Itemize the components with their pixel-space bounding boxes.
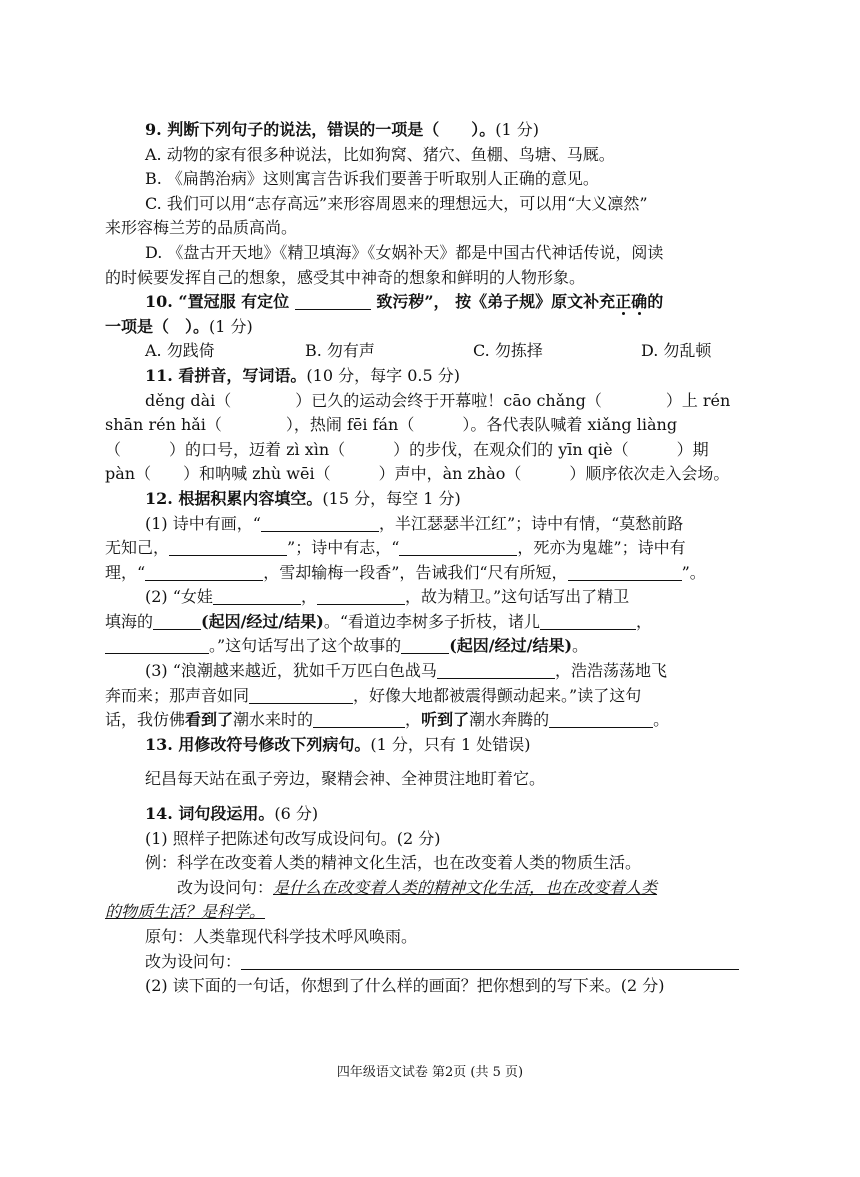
q9-option-d-line2: 的时候要发挥自己的想象，感受其中神奇的想象和鲜明的人物形象。 bbox=[105, 267, 586, 287]
q11-line4: pàn（ ）和呐喊 zhù wēi（ ）声中，àn zhào（ ）顺序依次走入会场。 bbox=[105, 464, 730, 484]
fill-blank bbox=[401, 637, 449, 654]
q14-example-answer-line2: 的物质生活？是科学。 bbox=[105, 902, 266, 922]
q12-s1-line2: 无知己， ”；诗中有志，“ ，死亦为鬼雄”；诗中有 bbox=[105, 538, 686, 558]
q9-option-a: A. 动物的家有很多种说法，比如狗窝、猪穴、鱼棚、鸟塘、马厩。 bbox=[145, 144, 615, 164]
q12-s3-line3: 话，我仿佛看到了潮水来时的 ，听到了潮水奔腾的 。 bbox=[105, 710, 670, 730]
fill-blank bbox=[261, 515, 379, 532]
answer-line bbox=[241, 953, 739, 970]
fill-blank bbox=[568, 564, 682, 581]
q9-option-c-line1: C. 我们可以用“志存高远”来形容周恩来的理想远大，可以用“大义凛然” bbox=[145, 193, 648, 213]
q12-s3-line1: (3) “浪潮越来越近，犹如千万匹白色战马 ，浩浩荡荡地飞 bbox=[145, 661, 667, 681]
fill-blank bbox=[169, 539, 287, 556]
q12-s2-line1: (2) “女娃 ， ，故为精卫。”这句话写出了精卫 bbox=[145, 587, 630, 607]
exam-page bbox=[105, 118, 757, 999]
q9-option-b: B. 《扁鹊治病》这则寓言告诉我们要善于听取别人正确的意见。 bbox=[145, 169, 599, 189]
q12-s1-line3: 理，“ ，雪却输梅一段香”，告诫我们“尺有所短， ”。 bbox=[105, 562, 706, 582]
q9-stem: 9. 判断下列句子的说法，错误的一项是（ ）。(1 分) bbox=[145, 120, 540, 139]
fill-blank bbox=[153, 613, 201, 630]
q10-blank bbox=[295, 293, 371, 310]
fill-blank bbox=[145, 564, 263, 581]
q13-sentence: 纪昌每天站在虱子旁边，聚精会神、全神贯注地盯着它。 bbox=[145, 769, 546, 789]
q14-example: 例：科学在改变着人类的精神文化生活，也在改变着人类的物质生活。 bbox=[145, 853, 642, 873]
q11-line3: （ ）的口号，迈着 zì xìn（ ）的步伐，在观众们的 yīn qiè（ ）期 bbox=[105, 439, 709, 459]
q11-stem: 11. 看拼音，写词语。(10 分，每字 0.5 分) bbox=[145, 365, 460, 385]
q12-s3-line2: 奔而来；那声音如同 ，好像大地都被震得颤动起来。”读了这句 bbox=[105, 685, 642, 705]
q11-line1: děng dài（ ）已久的运动会终于开幕啦！cāo chǎng（ ）上 rén bbox=[145, 390, 731, 410]
q14-original-sentence: 原句：人类靠现代科学技术呼风唤雨。 bbox=[145, 927, 418, 946]
q11-line2: shān rén hǎi（ ），热闹 fēi fán（ ）。各代表队喊着 xiǎng liàng bbox=[105, 415, 678, 435]
fill-blank bbox=[313, 711, 405, 728]
q10-stem-line2: 一项是（ ）。(1 分) bbox=[105, 316, 253, 336]
q9-option-d-line1: D. 《盘古开天地》《精卫填海》《女娲补天》都是中国古代神话传说，阅读 bbox=[145, 242, 664, 262]
fill-blank bbox=[540, 613, 636, 630]
fill-blank bbox=[317, 588, 405, 605]
fill-blank bbox=[437, 662, 555, 679]
q14-sub1: (1) 照样子把陈述句改写成设问句。(2 分) bbox=[145, 828, 441, 848]
q14-example-answer-line1: 改为设问句：是什么在改变着人类的精神文化生活，也在改变着人类 bbox=[177, 877, 658, 897]
q12-stem: 12. 根据积累内容填空。(15 分，每空 1 分) bbox=[145, 488, 461, 508]
page-footer: 四年级语文试卷 第2页 (共 5 页) bbox=[336, 1065, 524, 1080]
q12-s1-line1: (1) 诗中有画，“ ，半江瑟瑟半江红”；诗中有情，“莫愁前路 bbox=[145, 513, 684, 533]
q14-rewrite-line: 改为设问句： bbox=[105, 950, 757, 975]
q12-s2-line3: 。”这句话写出了这个故事的 (起因/经过/结果)。 bbox=[105, 634, 757, 659]
q9-option-c-line2: 来形容梅兰芳的品质高尚。 bbox=[105, 218, 298, 238]
q10-options: A. 勿践倚 B. 勿有声 C. 勿拣择 D. 勿乱顿 bbox=[145, 341, 712, 361]
fill-blank bbox=[399, 539, 517, 556]
q14-sub2: (2) 读下面的一句话，你想到了什么样的画面？把你想到的写下来。(2 分) bbox=[145, 976, 665, 996]
fill-blank bbox=[249, 687, 353, 704]
fill-blank bbox=[105, 637, 209, 654]
q14-stem: 14. 词句段运用。(6 分) bbox=[145, 804, 319, 824]
q12-s2-line2: 填海的 (起因/经过/结果)。“看道边李树多子折枝，诸儿 ， bbox=[105, 611, 653, 631]
fill-blank bbox=[549, 711, 653, 728]
q10-stem: 10. “置冠服 有定位 致污秽”， 按《弟子规》原文补充正确的 bbox=[145, 292, 664, 312]
q13-stem: 13. 用修改符号修改下列病句。(1 分，只有 1 处错误) bbox=[145, 734, 531, 754]
fill-blank bbox=[213, 588, 301, 605]
